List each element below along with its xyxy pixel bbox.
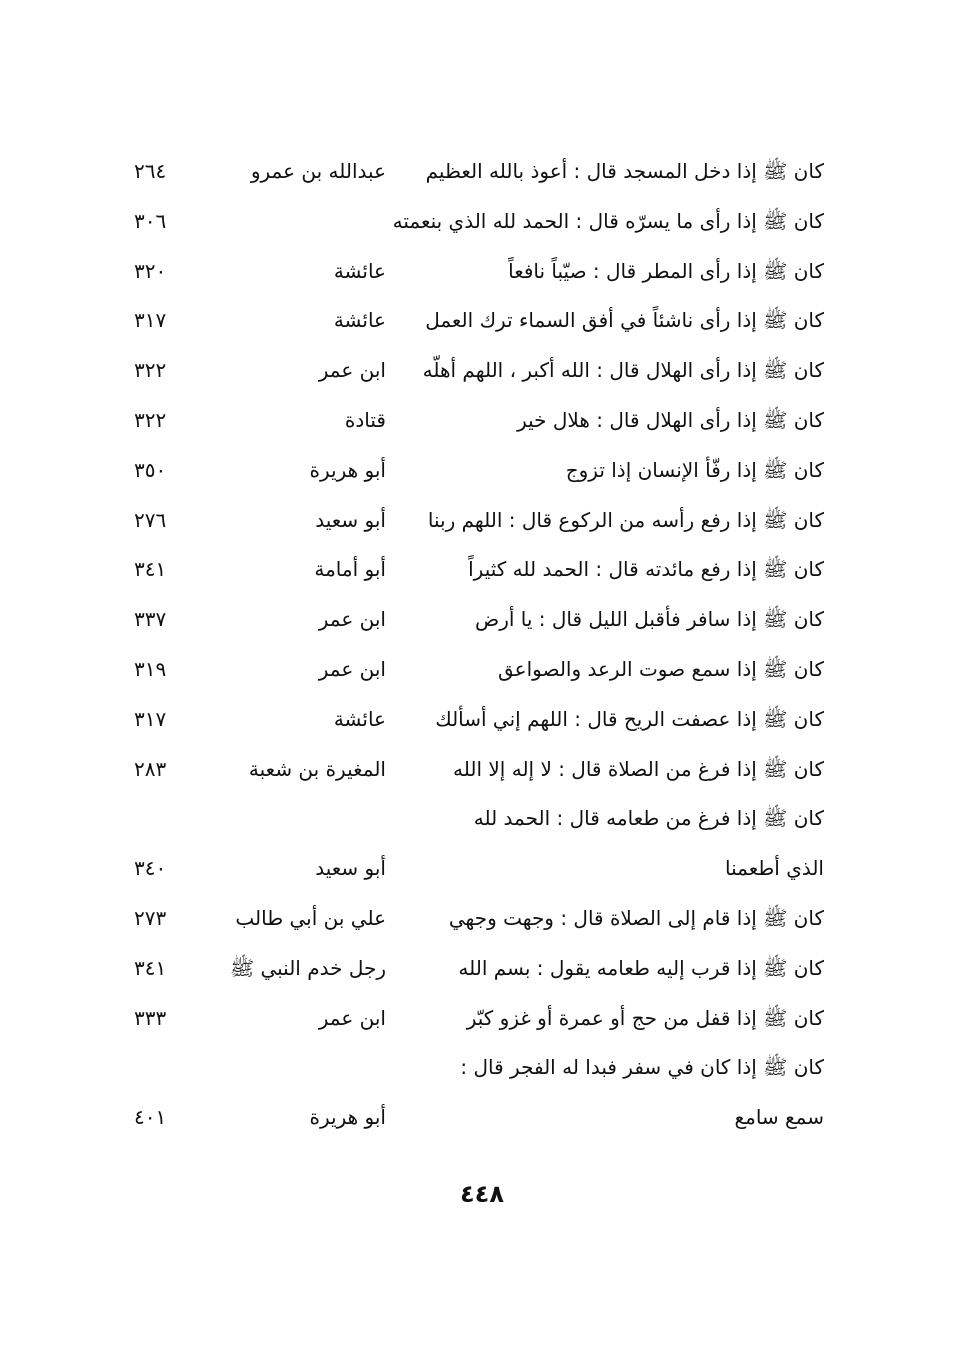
index-row — [0, 845, 964, 895]
hadith-text: كان ﷺ إذا فرغ من الصلاة قال : لا إله إلا الله — [453, 756, 824, 781]
narrator-name: عائشة — [333, 258, 386, 283]
hadith-text: كان ﷺ إذا رأى ناشئاً في أفق السماء ترك العمل — [425, 308, 824, 333]
page-reference: ٢٨٣ — [134, 756, 167, 781]
narrator-name: أبو هريرة — [309, 457, 386, 482]
index-row — [0, 297, 964, 347]
index-table — [0, 148, 964, 1144]
hadith-text: الذي أطعمنا — [725, 856, 824, 881]
index-row — [0, 696, 964, 746]
index-row — [0, 397, 964, 447]
hadith-text: كان ﷺ إذا دخل المسجد قال : أعوذ بالله العظيم — [425, 159, 824, 183]
page-reference: ٣٣٣ — [134, 1005, 167, 1030]
index-row — [0, 646, 964, 696]
page-reference: ٣٢٢ — [134, 358, 167, 383]
narrator-name: ابن عمر — [318, 358, 386, 383]
index-row — [0, 596, 964, 646]
index-row — [0, 447, 964, 497]
hadith-text: كان ﷺ إذا سمع صوت الرعد والصواعق — [497, 656, 824, 681]
index-row — [0, 497, 964, 547]
narrator-name: عائشة — [333, 308, 386, 333]
page-reference: ٣٢٢ — [134, 407, 167, 432]
narrator-name: أبو سعيد — [315, 856, 386, 881]
index-row — [0, 746, 964, 796]
narrator-name: ابن عمر — [318, 656, 386, 681]
narrator-name: رجل خدم النبي ﷺ — [229, 955, 386, 980]
narrator-name: أبو أمامة — [314, 557, 386, 582]
index-row — [0, 148, 964, 198]
narrator-name: علي بن أبي طالب — [235, 905, 386, 930]
index-row — [0, 198, 964, 248]
page-reference: ٣٢٠ — [134, 258, 167, 283]
hadith-text: كان ﷺ إذا رأى الهلال قال : الله أكبر ، اللهم أهلّه — [422, 358, 824, 383]
page-reference: ٢٧٣ — [134, 905, 167, 930]
page-reference: ٣١٩ — [134, 656, 167, 681]
page-reference: ٣٤٠ — [134, 856, 167, 881]
hadith-text: كان ﷺ إذا رأى الهلال قال : هلال خير — [517, 407, 824, 432]
page-reference: ٣٤١ — [134, 955, 167, 980]
hadith-text: كان ﷺ إذا رفّأ الإنسان إذا تزوج — [565, 457, 824, 482]
hadith-text: كان ﷺ إذا رفع مائدته قال : الحمد لله كثيراً — [468, 557, 824, 582]
index-row — [0, 546, 964, 596]
hadith-text: كان ﷺ إذا رأى المطر قال : صيّباً نافعاً — [508, 258, 824, 283]
index-row — [0, 1044, 964, 1094]
page-reference: ٢٧٦ — [134, 507, 167, 532]
hadith-text: كان ﷺ إذا قرب إليه طعامه يقول : بسم الله — [458, 955, 824, 980]
index-row — [0, 1094, 964, 1144]
page-reference: ٣٠٦ — [134, 208, 167, 233]
narrator-name: عائشة — [333, 706, 386, 731]
page-reference: ٣٣٧ — [134, 607, 167, 632]
page-reference: ٤٠١ — [134, 1105, 167, 1130]
narrator-name: قتادة — [344, 407, 386, 432]
hadith-text: كان ﷺ إذا كان في سفر فبدا له الفجر قال : — [460, 1055, 824, 1080]
hadith-text: كان ﷺ إذا عصفت الريح قال : اللهم إني أسألك — [435, 706, 824, 731]
index-row — [0, 945, 964, 995]
narrator-name: عبدالله بن عمرو — [250, 159, 386, 183]
narrator-name: المغيرة بن شعبة — [248, 756, 386, 781]
page-reference: ٣١٧ — [134, 308, 167, 333]
page-reference: ٣١٧ — [134, 706, 167, 731]
index-row — [0, 895, 964, 945]
index-row — [0, 248, 964, 298]
narrator-name: أبو سعيد — [315, 507, 386, 532]
narrator-name: ابن عمر — [318, 607, 386, 632]
hadith-text: كان ﷺ إذا قفل من حج أو عمرة أو غزو كبّر — [466, 1005, 824, 1030]
narrator-name: أبو هريرة — [309, 1105, 386, 1130]
hadith-text: كان ﷺ إذا رفع رأسه من الركوع قال : اللهم ربنا — [427, 507, 824, 532]
index-row — [0, 795, 964, 845]
page-number: ٤٤٨ — [460, 1180, 504, 1208]
index-row — [0, 347, 964, 397]
index-row — [0, 995, 964, 1045]
hadith-text: كان ﷺ إذا رأى ما يسرّه قال : الحمد لله الذي بنعمته — [392, 208, 824, 233]
page-reference: ٢٦٤ — [134, 159, 167, 183]
page-reference: ٣٤١ — [134, 557, 167, 582]
hadith-text: كان ﷺ إذا فرغ من طعامه قال : الحمد لله — [473, 806, 824, 831]
hadith-text: كان ﷺ إذا قام إلى الصلاة قال : وجهت وجهي — [448, 905, 824, 930]
page-reference: ٣٥٠ — [134, 457, 167, 482]
hadith-text: سمع سامع — [734, 1105, 824, 1130]
narrator-name: ابن عمر — [318, 1005, 386, 1030]
hadith-text: كان ﷺ إذا سافر فأقبل الليل قال : يا أرض — [475, 607, 824, 632]
